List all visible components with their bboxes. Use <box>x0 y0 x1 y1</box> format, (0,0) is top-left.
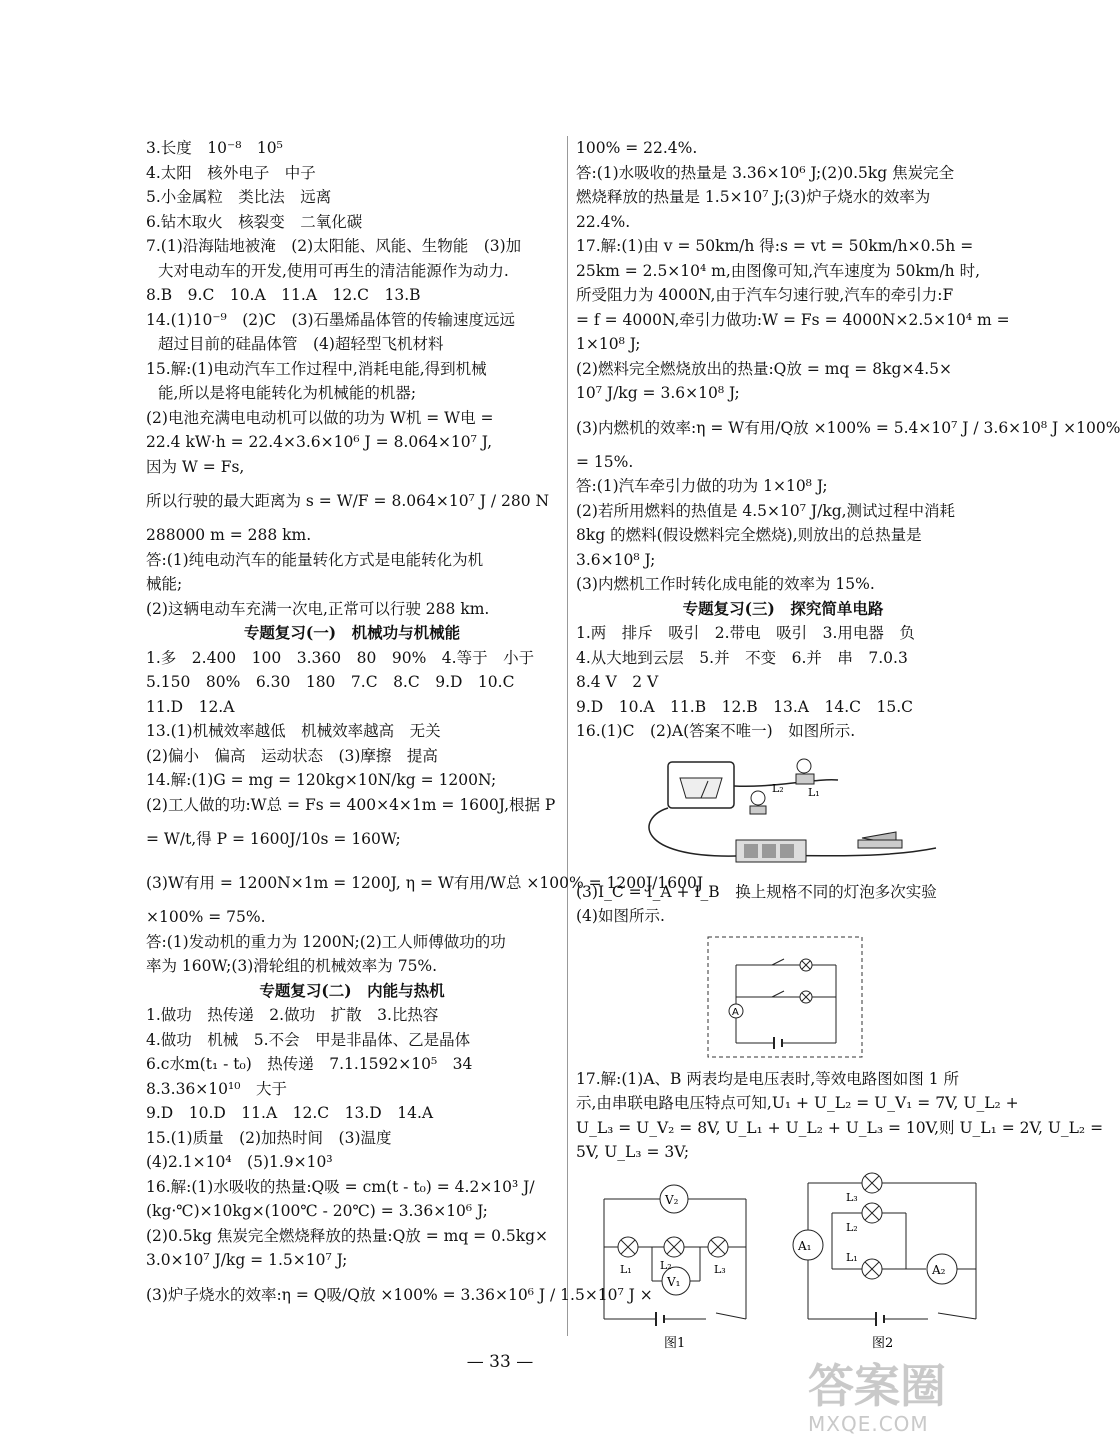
text-line: 17.解:(1)由 v = 50km/h 得:s = vt = 50km/h×0.5h = <box>576 237 974 255</box>
text-line: 5.小金属粒 类比法 远离 <box>146 188 332 206</box>
section-heading: 专题复习(一) 机械功与机械能 <box>243 623 461 642</box>
text-line: 5.150 80% 6.30 180 7.C 8.C 9.D 10.C <box>146 673 515 691</box>
text-line: (2)若所用燃料的热值是 4.5×10⁷ J/kg,测试过程中消耗 <box>576 501 956 520</box>
text-line: (4)2.1×10⁴ (5)1.9×10³ <box>146 1153 333 1171</box>
text-line: 超过目前的硅晶体管 (4)超轻型飞机材料 <box>158 335 444 353</box>
right-block-c <box>576 1067 1104 1165</box>
text-line: 7.(1)沿海陆地被淹 (2)太阳能、风能、生物能 (3)加 <box>146 237 522 255</box>
right-column <box>576 136 1120 1355</box>
circuit-diagram-4 <box>576 933 990 1063</box>
text-line: 所受阻力为 4000N,由于汽车匀速行驶,汽车的牵引力:F <box>576 286 954 304</box>
text-line: 13.(1)机械效率越低 机械效率越高 无关 <box>146 722 441 740</box>
text-line: 答:(1)发动机的重力为 1200N;(2)工人师傅做功的功 <box>146 932 506 951</box>
text-line: 能,所以是将电能转化为机械能的机器; <box>158 384 417 402</box>
svg-text:A: A <box>732 1006 739 1018</box>
text-line: (4)如图所示. <box>576 907 665 925</box>
fig1-v2-label: V₂ <box>665 1192 679 1207</box>
section-heading: 专题复习(二) 内能与热机 <box>259 980 445 1000</box>
text-line: 15.解:(1)电动汽车工作过程中,消耗电能,得到机械 <box>146 359 487 378</box>
text-line: (kg·℃)×10kg×(100℃ - 20℃) = 3.36×10⁶ J; <box>146 1202 488 1220</box>
text-line: (2)燃料完全燃烧放出的热量:Q放 = mq = 8kg×4.5× <box>576 359 952 378</box>
text-line: 答:(1)水吸收的热量是 3.36×10⁶ J;(2)0.5kg 焦炭完全 <box>576 163 955 182</box>
text-line: 9.D 10.D 11.A 12.C 13.D 14.A <box>146 1104 434 1122</box>
text-line: = f = 4000N,牵引力做功:W = Fs = 4000N×2.5×10⁴ m = <box>576 310 1010 329</box>
text-line: 22.4 kW·h = 22.4×3.6×10⁶ J = 8.064×10⁷ J, <box>146 433 493 451</box>
text-line: (3)I_C = I_A + I_B 换上规格不同的灯泡多次实验 <box>576 882 937 901</box>
text-line: (2)0.5kg 焦炭完全燃烧释放的热量:Q放 = mq = 0.5kg× <box>146 1226 549 1245</box>
text-line: 5V, U_L₃ = 3V; <box>576 1143 690 1161</box>
text-line: (3)内燃机的效率:η = W有用/Q放 ×100% = 5.4×10⁷ J / 3.6×10⁸ J ×100% <box>576 418 1120 437</box>
text-line: 1.做功 热传递 2.做功 扩散 3.比热容 <box>146 1006 439 1024</box>
text-line: 率为 160W;(3)滑轮组的机械效率为 75%. <box>146 957 438 975</box>
fig2-l3-label: L₃ <box>846 1190 858 1204</box>
text-line: 10⁷ J/kg = 3.6×10⁸ J; <box>576 384 740 402</box>
watermark-logo <box>808 1360 993 1436</box>
text-line: 因为 W = Fs, <box>146 457 245 476</box>
fig1-v1-label: V₁ <box>667 1274 681 1289</box>
page-number: — 33 — <box>466 1352 534 1372</box>
column-divider <box>567 136 568 1336</box>
circuit-photo-illustration <box>576 748 990 876</box>
right-block-a <box>576 136 1120 744</box>
text-line: 16.解:(1)水吸收的热量:Q吸 = cm(t - t₀) = 4.2×10³ J/ <box>146 1177 535 1196</box>
text-line: 14.解:(1)G = mg = 120kg×10N/kg = 1200N; <box>146 771 497 789</box>
text-line: 大对电动车的开发,使用可再生的清洁能源作为动力. <box>158 261 509 280</box>
text-line: 3.长度 10⁻⁸ 10⁵ <box>146 139 283 157</box>
text-line: 288000 m = 288 km. <box>146 526 312 544</box>
text-line: = W/t,得 P = 1600J/10s = 160W; <box>146 830 401 848</box>
watermark-big-text: 答案圈 <box>808 1359 946 1413</box>
circuit-photo-figure <box>576 748 990 876</box>
fig1-caption: 图1 <box>664 1335 686 1351</box>
text-line: 8kg 的燃料(假设燃料完全燃烧),则放出的总热量是 <box>576 526 922 544</box>
text-line: 6.钻木取火 核裂变 二氧化碳 <box>146 212 363 231</box>
text-line: 8.B 9.C 10.A 11.A 12.C 13.B <box>146 286 421 304</box>
text-line: 示,由串联电路电压特点可知,U₁ + U_L₂ = U_V₁ = 7V, U_L₂ + <box>576 1094 1019 1112</box>
text-line: 3.6×10⁸ J; <box>576 550 656 569</box>
text-line: 4.从大地到云层 5.并 不变 6.并 串 7.0.3 <box>576 648 908 667</box>
fig2-l2-label: L₂ <box>846 1220 858 1234</box>
text-line: 8.4 V 2 V <box>576 673 659 691</box>
text-line: 械能; <box>146 575 183 593</box>
text-line: 4.做功 机械 5.不会 甲是非晶体、乙是晶体 <box>146 1030 471 1049</box>
text-line: 8.3.36×10¹⁰ 大于 <box>146 1079 287 1098</box>
section-heading: 专题复习(三) 探究简单电路 <box>682 598 884 618</box>
text-line: 17.解:(1)A、B 两表均是电压表时,等效电路图如图 1 所 <box>576 1069 959 1088</box>
text-line: = 15%. <box>576 452 634 471</box>
text-line: U_L₃ = U_V₂ = 8V, U_L₁ + U_L₂ + U_L₃ = 10V,则 U_L₁ = 2V, U_L₂ = <box>576 1118 1104 1137</box>
text-line: ×100% = 75%. <box>146 908 266 926</box>
watermark-url: MXQE.COM <box>808 1412 929 1436</box>
svg-text:L₂: L₂ <box>772 781 784 795</box>
fig1-l3-label: L₃ <box>714 1262 726 1276</box>
svg-text:L₁: L₁ <box>808 785 820 799</box>
fig2-a1-label: A₁ <box>798 1238 812 1253</box>
text-line: (2)这辆电动车充满一次电,正常可以行驶 288 km. <box>146 599 490 618</box>
text-line: 14.(1)10⁻⁹ (2)C (3)石墨烯晶体管的传输速度远远 <box>146 310 515 329</box>
text-line: (3)炉子烧水的效率:η = Q吸/Q放 ×100% = 3.36×10⁶ J / 1.5×10⁷ J × <box>146 1285 653 1304</box>
text-line: 1.两 排斥 吸引 2.带电 吸引 3.用电器 负 <box>576 624 915 642</box>
right-block-b <box>576 880 990 929</box>
text-line: 燃烧释放的热量是 1.5×10⁷ J;(3)炉子烧水的效率为 <box>576 188 931 206</box>
text-line: 11.D 12.A <box>146 697 235 716</box>
text-line: 15.(1)质量 (2)加热时间 (3)温度 <box>146 1128 392 1147</box>
text-line: (3)W有用 = 1200N×1m = 1200J, η = W有用/W总 ×100% = 1200J/1600J <box>146 874 704 892</box>
fig2-caption: 图2 <box>872 1335 894 1351</box>
text-line: (2)偏小 偏高 运动状态 (3)摩擦 提高 <box>146 746 438 765</box>
fig2-l1-label: L₁ <box>846 1250 858 1264</box>
text-line: 4.太阳 核外电子 中子 <box>146 163 316 182</box>
circuit-figures-1-2 <box>576 1169 990 1351</box>
text-line: 1×10⁸ J; <box>576 335 641 353</box>
text-line: 9.D 10.A 11.B 12.B 13.A 14.C 15.C <box>576 697 914 716</box>
text-line: 6.c水m(t₁ - t₀) 热传递 7.1.1592×10⁵ 34 <box>146 1055 473 1073</box>
text-line: 100% = 22.4%. <box>576 139 698 157</box>
fig2-a2-label: A₂ <box>932 1262 946 1277</box>
text-line: (2)电池充满电电动机可以做的功为 W机 = W电 = <box>146 408 494 427</box>
fig1-l2-label: L₂ <box>660 1258 672 1272</box>
fig1-l1-label: L₁ <box>620 1262 632 1276</box>
text-line: 所以行驶的最大距离为 s = W/F = 8.064×10⁷ J / 280 N <box>146 492 550 510</box>
text-line: 3.0×10⁷ J/kg = 1.5×10⁷ J; <box>146 1251 348 1269</box>
text-line: (3)内燃机工作时转化成电能的效率为 15%. <box>576 575 875 593</box>
figures-1-2-svg <box>576 1169 990 1351</box>
text-line: 答:(1)汽车牵引力做的功为 1×10⁸ J; <box>576 477 828 495</box>
text-line: 16.(1)C (2)A(答案不唯一) 如图所示. <box>576 722 856 740</box>
text-line: (2)工人做的功:W总 = Fs = 400×4×1m = 1600J,根据 P <box>146 795 556 814</box>
text-line: 22.4%. <box>576 212 631 231</box>
text-line: 1.多 2.400 100 3.360 80 90% 4.等于 小于 <box>146 648 535 667</box>
circuit-diagram-svg <box>576 933 990 1063</box>
text-line: 25km = 2.5×10⁴ m,由图像可知,汽车速度为 50km/h 时, <box>576 261 981 280</box>
text-line: 答:(1)纯电动汽车的能量转化方式是电能转化为机 <box>146 550 484 569</box>
